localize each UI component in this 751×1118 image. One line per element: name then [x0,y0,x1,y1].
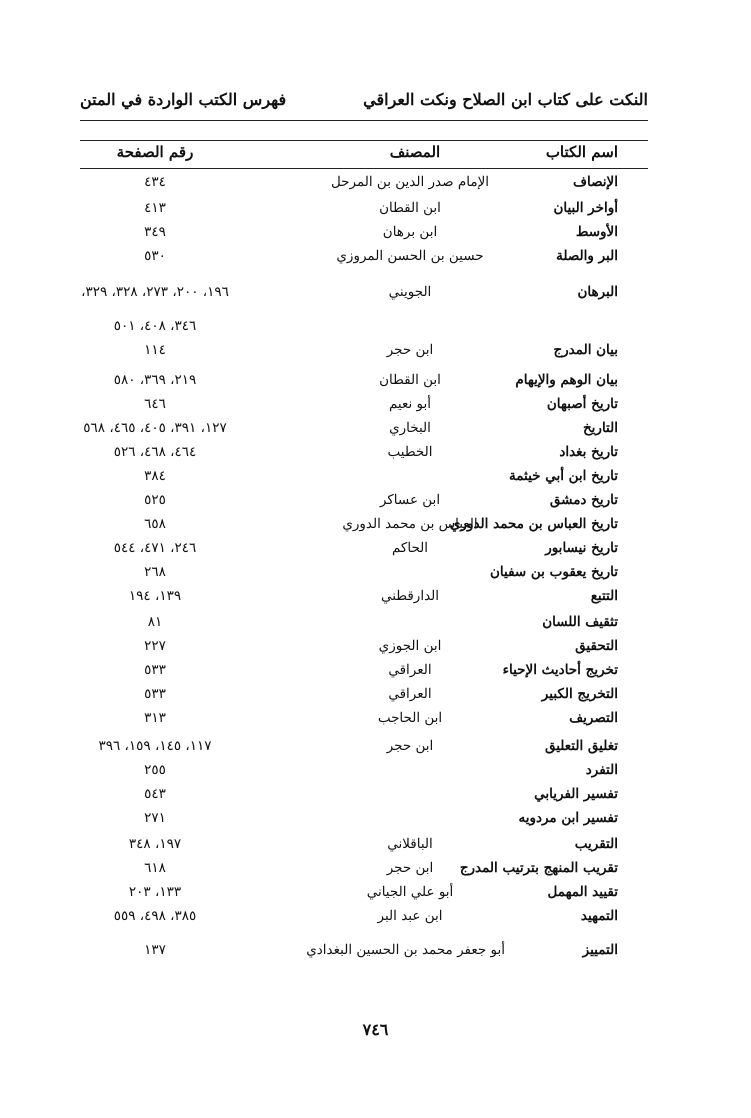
row-title: تاريخ العباس بن محمد الدوري [449,516,618,532]
table-row [80,396,648,420]
row-author: أبو جعفر محمد بن الحسين البغدادي [306,942,505,958]
table-row [80,342,648,366]
table-row [80,516,648,540]
row-title: تاريخ نيسابور [545,540,618,556]
row-author: ابن عساكر [379,492,441,508]
table-row [80,200,648,224]
running-header [80,84,648,114]
row-author: ابن حجر [386,738,434,754]
row-pages: ١٩٦، ٢٠٠، ٢٧٣، ٣٢٨، ٣٢٩، [81,284,229,300]
row-title: تاريخ بغداد [559,444,618,460]
row-pages: ٥٢٥ [144,492,166,508]
row-author: الجويني [388,284,432,300]
row-pages: ٤٦٤، ٤٦٨، ٥٢٦ [113,444,197,460]
page-number: ٧٤٦ [362,1020,389,1039]
row-pages: ٢١٩، ٣٦٩، ٥٨٠ [113,372,197,388]
table-row [80,686,648,710]
row-author: ابن برهان [382,224,438,240]
table-row [80,662,648,686]
column-header-pages: رقم الصفحة [116,143,194,161]
table-row [80,942,648,966]
table-row [80,468,648,492]
row-title: أواخر البيان [553,200,618,216]
row-title: الأوسط [575,224,618,240]
row-title: الإنصاف [572,174,618,190]
table-row [80,738,648,762]
table-row [80,284,648,308]
table-top-rule [80,140,648,141]
header-section-title: فهرس الكتب الواردة في المتن [80,89,287,109]
table-row [80,588,648,612]
row-author: ابن القطان [379,372,441,388]
row-pages: ٢٥٥ [144,762,166,778]
row-author: حسين بن الحسن المروزي [336,248,484,264]
table-row [80,860,648,884]
row-title: تاريخ أصبهان [546,396,618,412]
table-row [80,908,648,932]
table-row [80,614,648,638]
row-title: بيان المدرج [553,342,618,358]
row-pages: ٥٤٣ [144,786,166,802]
table-row [80,540,648,564]
table-row [80,372,648,396]
row-author: الحاكم [391,540,429,556]
row-title: تخريج أحاديث الإحياء [502,662,618,678]
table-row [80,248,648,272]
row-author: ابن القطان [379,200,441,216]
row-pages: ٣٨٥، ٤٩٨، ٥٥٩ [113,908,197,924]
row-pages: ٢٧١ [144,810,166,826]
row-title: تقييد المهمل [547,884,618,900]
row-title: التصريف [569,710,618,726]
table-header-rule [80,168,648,169]
row-author: ابن حجر [386,860,434,876]
row-title: تغليق التعليق [544,738,618,754]
row-author: البخاري [389,420,431,436]
table-row [80,638,648,662]
table-row [80,318,648,342]
table-row [80,444,648,468]
row-author: العراقي [388,686,432,702]
row-author: العباس بن محمد الدوري [342,516,478,532]
row-author: ابن الجوزي [378,638,442,654]
row-pages: ٥٣٣ [144,686,166,702]
table-row [80,710,648,734]
row-title: التحقيق [575,638,618,654]
row-author: ابن حجر [386,342,434,358]
table-row [80,884,648,908]
row-pages: ٦١٨ [144,860,166,876]
row-title: التمهيد [580,908,618,924]
row-pages: ٦٤٦ [144,396,166,412]
row-pages: ١٣٩، ١٩٤ [128,588,182,604]
row-title: تاريخ ابن أبي خيثمة [508,468,618,484]
row-author: أبو علي الجياني [366,884,454,900]
row-author: الإمام صدر الدين بن المرحل [330,174,490,190]
header-book-title: النكت على كتاب ابن الصلاح ونكت العراقي [363,89,648,109]
row-pages: ١٢٧، ٣٩١، ٤٠٥، ٤٦٥، ٥٦٨ [83,420,227,436]
row-author: الخطيب [387,444,433,460]
row-title: تفسير الفريابي [534,786,618,802]
row-title: التخريج الكبير [541,686,618,702]
column-header-title: اسم الكتاب [545,143,618,161]
row-pages: ٦٥٨ [144,516,166,532]
row-author: العراقي [388,662,432,678]
row-title: تقريب المنهج بترتيب المدرج [459,860,618,876]
column-header-author: المصنف [389,143,441,161]
row-author: الدارقطني [380,588,440,604]
row-title: البر والصلة [556,248,618,264]
row-pages: ٥٣٠ [144,248,166,264]
row-title: تثقيف اللسان [542,614,618,630]
row-pages: ٥٣٣ [144,662,166,678]
row-pages: ٢٦٨ [144,564,166,580]
row-pages: ٣٨٤ [144,468,166,484]
row-title: التتبع [590,588,618,604]
row-pages: ٣٤٦، ٤٠٨، ٥٠١ [113,318,197,334]
row-pages: ١٣٣، ٢٠٣ [128,884,182,900]
row-title: تاريخ يعقوب بن سفيان [489,564,618,580]
row-pages: ٢٤٦، ٤٧١، ٥٤٤ [113,540,197,556]
row-title: التاريخ [582,420,618,436]
row-pages: ٣٤٩ [144,224,166,240]
table-row [80,420,648,444]
table-row [80,492,648,516]
row-pages: ٣١٣ [144,710,166,726]
table-row [80,786,648,810]
row-pages: ٤١٣ [144,200,166,216]
row-title: التقريب [574,836,618,852]
table-row [80,836,648,860]
row-title: بيان الوهم والإيهام [515,372,618,388]
row-author: ابن عبد البر [377,908,443,924]
table-row [80,810,648,834]
row-pages: ١٣٧ [144,942,166,958]
row-author: الباقلاني [387,836,433,852]
row-pages: ١٩٧، ٣٤٨ [128,836,182,852]
table-row [80,564,648,588]
row-title: تاريخ دمشق [549,492,618,508]
row-pages: ١١٤ [144,342,166,358]
row-title: البرهان [577,284,618,300]
row-author: ابن الحاجب [377,710,443,726]
header-rule [80,120,648,121]
table-row [80,762,648,786]
row-title: التمييز [582,942,618,958]
table-row [80,174,648,198]
row-pages: ٤٣٤ [144,174,166,190]
row-pages: ١١٧، ١٤٥، ١٥٩، ٣٩٦ [98,738,212,754]
table-header [80,143,648,167]
row-title: تفسير ابن مردويه [518,810,618,826]
row-pages: ٨١ [147,614,163,630]
row-pages: ٢٢٧ [144,638,166,654]
row-title: التفرد [585,762,618,778]
row-author: أبو نعيم [388,396,432,412]
table-row [80,224,648,248]
